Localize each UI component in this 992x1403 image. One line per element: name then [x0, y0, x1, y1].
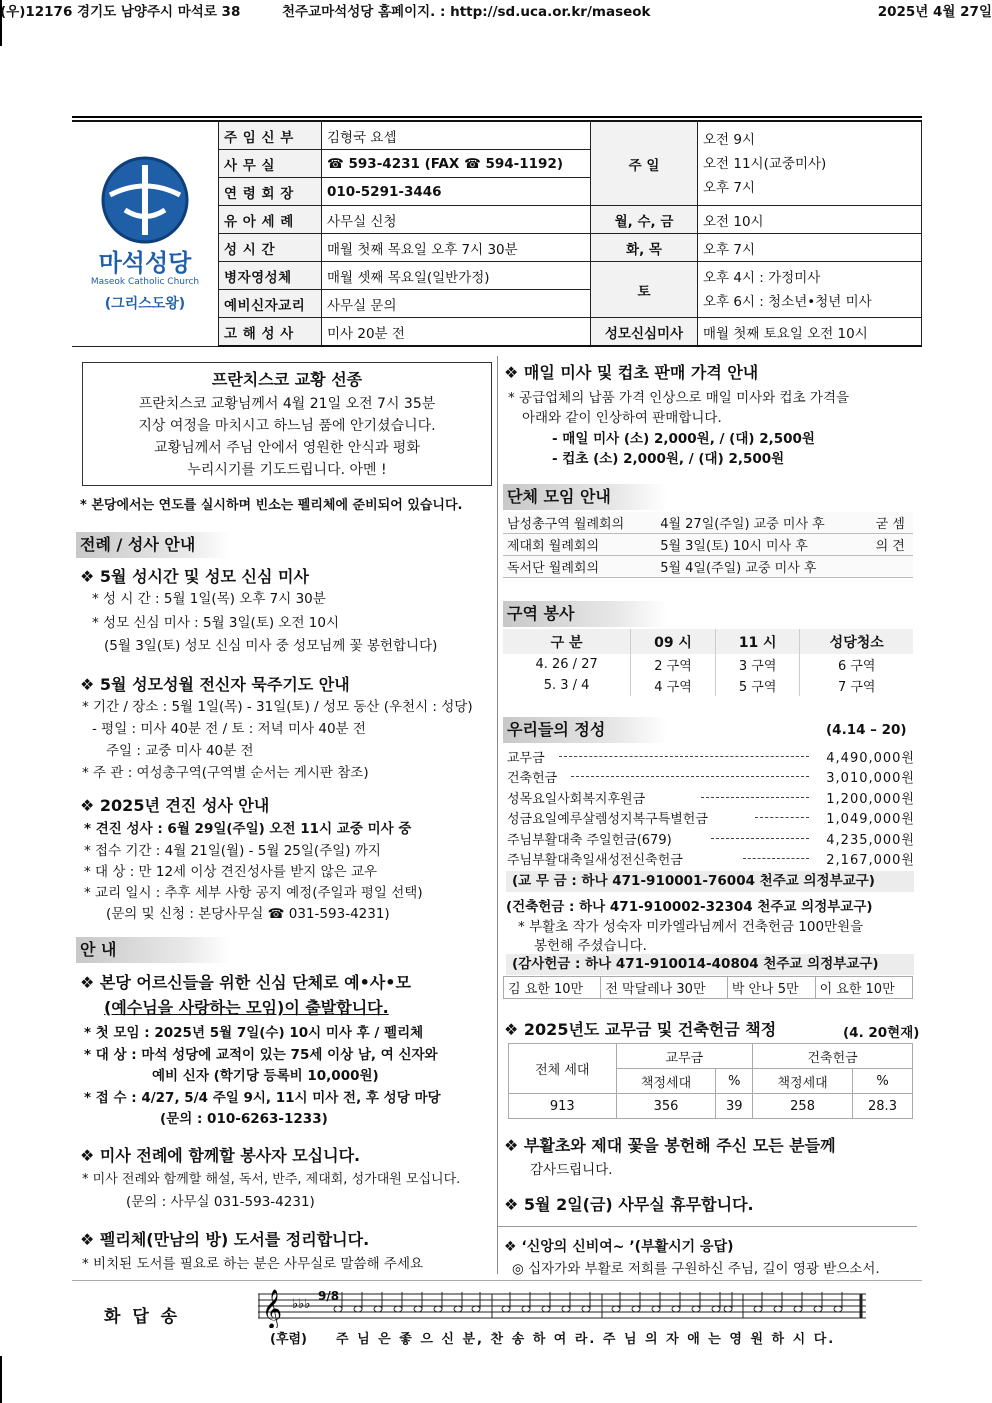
service-header: 구 분 [503, 629, 631, 654]
note-head [754, 1306, 762, 1312]
group-when: 5월 3일(토) 10시 미사 후 [656, 534, 867, 556]
elders-line: * 접 수 : 4/27, 5/4 주일 9시, 11시 미사 전, 후 성당 마당 [84, 1090, 441, 1106]
rosary-line: * 주 관 : 여성총구역(구역별 순서는 게시판 참조) [82, 765, 369, 781]
mass-day: 화, 목 [591, 234, 698, 262]
logo-motto: (그리스도왕) [104, 295, 186, 312]
account-building: (건축헌금 : 하나 471-910002-32304 천주교 의정부교구) [506, 899, 873, 915]
info-value: 매월 첫째 목요일 오후 7시 30분 [322, 234, 591, 262]
elders-line: (문의 : 010-6263-1233) [160, 1111, 328, 1127]
budget-value: 39 [716, 1094, 753, 1119]
rosary-title: ❖ 5월 성모성월 전신자 묵주기도 안내 [80, 675, 350, 694]
note-head [724, 1306, 732, 1312]
note-head [712, 1306, 720, 1312]
service-cell: 4. 26 / 27 [503, 654, 631, 675]
prices-title: ❖ 매일 미사 및 컵초 판매 가격 안내 [504, 363, 759, 382]
mass-time: 오전 9시 [703, 131, 756, 148]
faith-title: ❖ ‘신앙의 신비여~ ’(부활시기 응답) [504, 1239, 734, 1255]
pope-line: 누리시기를 기도드립니다. 아멘 ! [187, 462, 387, 478]
info-value: 김형국 요셉 [322, 121, 591, 150]
budget-header: 전체 세대 [509, 1044, 617, 1094]
mass-times-sunday [698, 121, 922, 206]
elders-line: 예비 신자 (학기당 등록비 10,000원) [152, 1068, 379, 1084]
info-label: 병자영성체 [219, 262, 322, 290]
note-head [502, 1306, 510, 1312]
donor-table [503, 976, 913, 999]
note-head [472, 1306, 480, 1312]
prices-line: 아래와 같이 인상하여 판매합니다. [522, 410, 722, 426]
table-row [503, 556, 913, 578]
confirmation-line: * 대 상 : 만 12세 이상 견진성사를 받지 않은 교우 [84, 864, 378, 880]
logo-english: Maseok Catholic Church [90, 276, 200, 287]
mass-times-saturday [698, 262, 922, 318]
group-table [503, 512, 913, 578]
volunteers-line: * 미사 전례와 함께할 해설, 독서, 반주, 제대회, 성가대원 모십니다. [82, 1172, 461, 1187]
books-title: ❖ 펠리체(만남의 방) 도서를 정리합니다. [80, 1230, 370, 1249]
note-head [414, 1306, 422, 1312]
budget-header: 건축헌금 [753, 1044, 913, 1069]
offering-value: 4,490,000원 [826, 751, 915, 766]
offering-row [507, 767, 915, 787]
homepage: 천주교마석성당 홈페이지. : http://sd.uca.or.kr/maseok [282, 4, 651, 20]
info-value: 미사 20분 전 [322, 318, 591, 347]
pope-line: 지상 여정을 마치시고 하느님 품에 안기셨습니다. [138, 418, 436, 434]
info-label: 성 시 간 [219, 234, 322, 262]
donor: 전 막달레나 30만 [601, 977, 727, 999]
account-dues: (교 무 금 : 하나 471-910001-76004 천주교 의정부교구) [506, 871, 914, 892]
budget-value: 258 [753, 1094, 853, 1119]
table-row [503, 512, 913, 534]
mass-time: 매월 첫째 토요일 오전 10시 [698, 318, 922, 347]
confirmation-line: (문의 및 신청 : 본당사무실 ☎ 031-593-4231) [106, 906, 390, 922]
section-group: 단체 모임 안내 [503, 484, 667, 510]
note-head [454, 1306, 462, 1312]
group-name: 제대회 월례회의 [503, 534, 656, 556]
header-rule [72, 116, 922, 118]
table-row [503, 675, 913, 696]
address: (우)12176 경기도 남양주시 마석로 38 [0, 4, 241, 20]
thanks-line: 봉헌해 주셨습니다. [534, 938, 647, 954]
budget-asof: (4. 20현재) [843, 1025, 920, 1041]
donor: 이 요한 10만 [815, 977, 912, 999]
pope-note: * 본당에서는 연도를 실시하며 빈소는 펠리체에 준비되어 있습니다. [80, 498, 463, 513]
may-mass-title: ❖ 5월 성시간 및 성모 신심 미사 [80, 567, 309, 586]
confirmation-line: * 견진 성사 : 6월 29일(주일) 오전 11시 교중 미사 중 [84, 821, 412, 837]
mass-day: 월, 수, 금 [591, 206, 698, 234]
confirmation-line: * 교리 일시 : 추후 세부 사항 공지 예정(주일과 평일 선택) [84, 885, 423, 901]
rosary-line: 주일 : 교중 미사 40분 전 [106, 743, 254, 759]
thanks-line: * 부활초 작가 성숙자 미카엘라님께서 건축헌금 100만원을 [518, 919, 864, 935]
psalm-label: 화 답 송 [104, 1307, 181, 1327]
info-label: 유 아 세 례 [219, 206, 322, 234]
service-header: 09 시 [631, 629, 716, 654]
note-head [542, 1306, 550, 1312]
easter-line: 감사드립니다. [530, 1162, 613, 1178]
budget-header: 교무금 [616, 1044, 753, 1069]
info-label: 예비신자교리 [219, 290, 322, 318]
section-notice: 안 내 [76, 937, 230, 963]
offering-label: 성금요일예루살렘성지복구특별헌금 [507, 812, 708, 827]
church-info-table [72, 120, 922, 347]
mass-day: 토 [591, 262, 698, 318]
offering-row [507, 849, 915, 869]
service-cell: 5 구역 [715, 675, 800, 696]
psalm-lyrics: 주 님 은 좋 으 신 분, 찬 송 하 여 라. 주 님 의 자 애 는 영 원 하 시 다. [336, 1332, 836, 1347]
offering-label: 건축헌금 [507, 771, 558, 786]
budget-value: 913 [509, 1094, 617, 1119]
table-row [504, 977, 913, 999]
table-row [503, 534, 913, 556]
psalm-rule [72, 1280, 922, 1281]
note-head [374, 1306, 382, 1312]
offering-value: 1,049,000원 [826, 812, 915, 827]
note-head [794, 1306, 802, 1312]
group-name: 독서단 월례회의 [503, 556, 656, 578]
rosary-line: - 평일 : 미사 40분 전 / 토 : 저녁 미사 40분 전 [92, 721, 366, 737]
note-head [582, 1306, 590, 1312]
may-mass-line: * 성 시 간 : 5월 1일(목) 오후 7시 30분 [92, 591, 326, 607]
section-liturgy: 전례 / 성사 안내 [76, 532, 230, 558]
mass-time: 오후 4시 : 가정미사 [703, 269, 821, 286]
section-service: 구역 봉사 [503, 601, 667, 627]
pope-line: 교황님께서 주님 안에서 영원한 안식과 평화 [154, 440, 420, 456]
donor: 김 요한 10만 [504, 977, 601, 999]
rule [497, 1226, 917, 1227]
note-head [394, 1306, 402, 1312]
may-mass-line: (5월 3일(토) 성모 신심 미사 중 성모님께 꽃 봉헌합니다) [104, 638, 438, 654]
offering-row [507, 829, 915, 849]
info-label: 주 임 신 부 [219, 121, 322, 150]
offering-row [507, 808, 915, 828]
note-head [814, 1306, 822, 1312]
donor: 박 안나 5만 [727, 977, 815, 999]
offering-value: 1,200,000원 [826, 792, 915, 807]
info-value: 매월 셋째 목요일(일반가정) [322, 262, 591, 290]
group-when: 4월 27일(주일) 교중 미사 후 [656, 512, 867, 534]
group-extra [867, 556, 913, 578]
easter-title: ❖ 부활초와 제대 꽃을 봉헌해 주신 모든 분들께 [504, 1136, 836, 1155]
offering-row [507, 747, 915, 767]
pope-notice-box [82, 362, 492, 486]
info-label: 사 무 실 [219, 150, 322, 178]
note-head [562, 1306, 570, 1312]
prices-line: * 공급업체의 납품 가격 인상으로 매일 미사와 컵초 가격을 [508, 390, 850, 406]
svg-text:𝄞: 𝄞 [262, 1289, 283, 1328]
note-head [672, 1306, 680, 1312]
budget-subheader: % [716, 1069, 753, 1094]
budget-value: 356 [616, 1094, 716, 1119]
offering-label: 성목요일사회복지후원금 [507, 792, 646, 807]
budget-subheader: % [853, 1069, 913, 1094]
budget-table [508, 1043, 913, 1119]
service-cell: 2 구역 [631, 654, 716, 675]
note-head [354, 1306, 362, 1312]
offering-label: 주님부활대축일새성전신축헌금 [507, 853, 683, 868]
volunteers-title: ❖ 미사 전례에 함께할 봉사자 모십니다. [80, 1146, 361, 1165]
pope-line: 프란치스코 교황님께서 4월 21일 오전 7시 35분 [138, 396, 436, 412]
service-header: 11 시 [715, 629, 800, 654]
group-extra: 의 견 [867, 534, 913, 556]
note-head [692, 1306, 700, 1312]
note-head [612, 1306, 620, 1312]
service-table [503, 629, 913, 696]
svg-text:♭♭♭: ♭♭♭ [292, 1297, 311, 1312]
note-head [834, 1306, 842, 1312]
note-head [522, 1306, 530, 1312]
budget-title: ❖ 2025년도 교무금 및 건축헌금 책정 [504, 1020, 777, 1039]
note-head [632, 1306, 640, 1312]
group-name: 남성총구역 월례회의 [503, 512, 656, 534]
note-head [774, 1306, 782, 1312]
books-line: * 비치된 도서를 필요로 하는 분은 사무실로 말씀해 주세요 [82, 1256, 424, 1272]
elders-title: ❖ 본당 어르신들을 위한 신심 단체로 예•사•모 [80, 973, 411, 992]
note-head [652, 1306, 660, 1312]
offering-row [507, 788, 915, 808]
elders-line: * 대 상 : 마석 성당에 교적이 있는 75세 이상 남, 여 신자와 [84, 1047, 438, 1063]
faith-line: ◎ 십자가와 부활로 저희를 구원하신 주님, 길이 영광 받으소서. [512, 1261, 880, 1277]
mass-time: 오전 11시(교중미사) [703, 155, 827, 172]
section-offering: 우리들의 정성 [503, 717, 667, 743]
time-signature: 9/8 [318, 1289, 340, 1303]
service-cell: 5. 3 / 4 [503, 675, 631, 696]
offering-period: (4.14 – 20) [826, 722, 907, 738]
music-staff-icon [258, 1288, 868, 1328]
prices-line: - 컵초 (소) 2,000원, / (대) 2,500원 [552, 451, 785, 467]
column-divider [497, 356, 498, 1274]
mass-time: 오전 10시 [698, 206, 922, 234]
crop-mark [0, 1356, 2, 1403]
budget-subheader: 책정세대 [753, 1069, 853, 1094]
service-cell: 4 구역 [631, 675, 716, 696]
volunteers-line: (문의 : 사무실 031-593-4231) [126, 1194, 315, 1210]
budget-value: 28.3 [853, 1094, 913, 1119]
budget-subheader: 책정세대 [616, 1069, 716, 1094]
rosary-line: * 기간 / 장소 : 5월 1일(목) - 31일(토) / 성모 동산 (우천시 : 성당) [82, 699, 473, 715]
info-label: 연 령 회 장 [219, 178, 322, 206]
offering-value: 4,235,000원 [826, 833, 915, 848]
table-row [503, 629, 913, 654]
offering-label: 주님부활대축 주일헌금(679) [507, 833, 672, 848]
logo-name: 마석성당 [98, 248, 192, 277]
service-cell: 3 구역 [715, 654, 800, 675]
pope-title: 프란치스코 교황 선종 [211, 370, 363, 389]
group-extra: 굳 셈 [867, 512, 913, 534]
offering-value: 3,010,000원 [826, 771, 915, 786]
info-value: 사무실 신청 [322, 206, 591, 234]
mass-day: 성모신심미사 [591, 318, 698, 347]
psalm-refrain: (후렴) [270, 1332, 307, 1347]
offering-label: 교무금 [507, 751, 545, 766]
prices-line: - 매일 미사 (소) 2,000원, / (대) 2,500원 [552, 431, 815, 447]
confirmation-line: * 접수 기간 : 4월 21일(월) - 5월 25일(주일) 까지 [84, 843, 381, 859]
elders-line: * 첫 모임 : 2025년 5월 7일(수) 10시 미사 후 / 펠리체 [84, 1025, 424, 1041]
logo-cell [72, 121, 219, 346]
date: 2025년 4월 27일 [877, 4, 992, 20]
note-head [434, 1306, 442, 1312]
mass-day: 주 일 [591, 121, 698, 206]
note-head [334, 1306, 342, 1312]
elders-title-2: (예수님을 사랑하는 모임)이 출발합니다. [104, 998, 389, 1017]
church-logo-icon [100, 155, 190, 245]
may-mass-line: * 성모 신심 미사 : 5월 3일(토) 오전 10시 [92, 615, 340, 631]
info-value: ☎ 593-4231 (FAX ☎ 594-1192) [322, 150, 591, 178]
info-value: 010-5291-3446 [322, 178, 591, 206]
mass-time: 오후 7시 [703, 179, 756, 196]
table-row [503, 654, 913, 675]
group-when: 5월 4일(주일) 교중 미사 후 [656, 556, 867, 578]
account-thanks: (감사헌금 : 하나 471-910014-40804 천주교 의정부교구) [506, 954, 914, 975]
offering-value: 2,167,000원 [826, 853, 915, 868]
service-cell: 7 구역 [837, 680, 876, 695]
service-header: 성당청소 [800, 629, 913, 654]
mass-time: 오후 6시 : 청소년•청년 미사 [703, 293, 872, 310]
info-value: 사무실 문의 [322, 290, 591, 318]
mass-time: 오후 7시 [698, 234, 922, 262]
info-label: 고 해 성 사 [219, 318, 322, 347]
confirmation-title: ❖ 2025년 견진 성사 안내 [80, 796, 270, 815]
office-closed: ❖ 5월 2일(금) 사무실 휴무합니다. [504, 1195, 754, 1214]
service-cell: 6 구역 [837, 659, 876, 674]
